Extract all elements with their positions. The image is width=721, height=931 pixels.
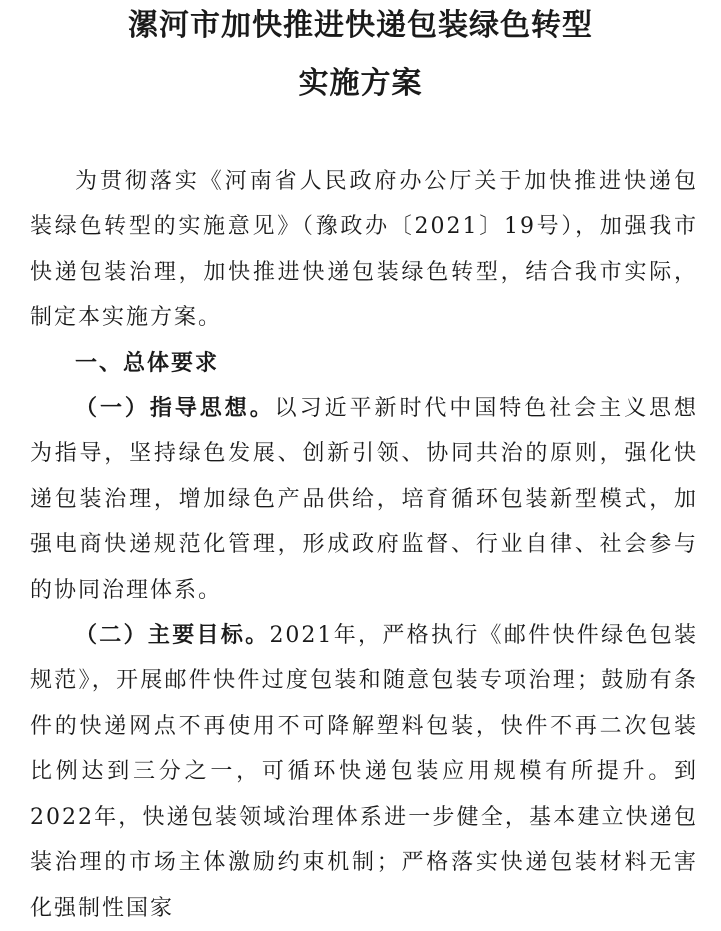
guiding-ideology-label: （一）指导思想。 xyxy=(75,396,275,422)
section-heading-overall-requirements: 一、总体要求 xyxy=(75,350,220,376)
document-title-line-2: 实施方案 xyxy=(298,66,423,101)
document-body xyxy=(30,159,698,931)
main-goals-label: （二）主要目标。 xyxy=(75,623,270,649)
guiding-ideology-paragraph xyxy=(30,386,698,613)
main-goals-text: 2021年，严格执行《邮件快件绿色包装规范》，开展邮件快件过度包装和随意包装专项治理；鼓励有条件的快递网点不再使用不可降解塑料包装，快件不再二次包装比例达到三分之一，可循环快递包装应用规模有所提升。到2022年，快递包装领域治理体系进一步健全，基本建立快递包装治理的市场主体激励约束机制；严格落实快递包装材料无害化强制性国家 xyxy=(30,623,698,921)
intro-paragraph: 为贯彻落实《河南省人民政府办公厅关于加快推进快递包装绿色转型的实施意见》（豫政办〔2021〕19号），加强我市快递包装治理，加快推进快递包装绿色转型，结合我市实际，制定本实施方案。 xyxy=(30,169,698,331)
main-goals-paragraph xyxy=(30,613,698,931)
guiding-ideology-text: 以习近平新时代中国特色社会主义思想为指导，坚持绿色发展、创新引领、协同共治的原则，强化快递包装治理，增加绿色产品供给，培育循环包装新型模式，加强电商快递规范化管理，形成政府监督、行业自律、社会参与的协同治理体系。 xyxy=(30,396,698,603)
document-title-line-1: 漯河市加快推进快递包装绿色转型 xyxy=(128,8,593,43)
